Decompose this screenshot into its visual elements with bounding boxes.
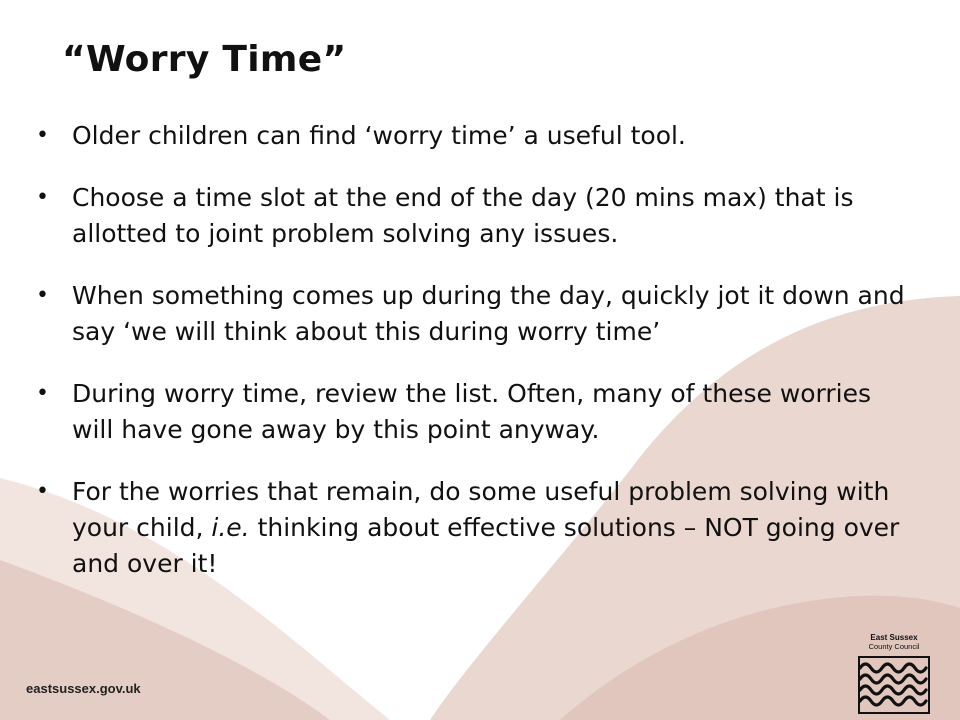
council-name-line1: East Sussex (870, 633, 918, 642)
bullet-dot: • (36, 283, 49, 308)
bullet-item (28, 278, 908, 350)
bullet-text-end: thinking about effective solutions – NOT going over and over it! (72, 513, 900, 578)
council-name-line2: County Council (868, 642, 920, 651)
slide-title: “Worry Time” (62, 39, 347, 80)
bullet-text: Choose a time slot at the end of the day (20 mins max) that is allotted to joint problem solving any issues. (72, 183, 854, 248)
bullet-text: Older children can find ‘worry time’ a useful tool. (72, 121, 686, 150)
bullet-item (28, 376, 908, 448)
waves-logo-icon (856, 654, 932, 716)
bullet-dot: • (36, 381, 49, 406)
bullet-list (28, 118, 908, 608)
bullet-text-start: For the worries that remain, do some useful problem solving with your child, (72, 477, 890, 542)
bullet-text: When something comes up during the day, quickly jot it down and say ‘we will think about this during worry time’ (72, 281, 905, 346)
footer-website: eastsussex.gov.uk (26, 681, 141, 696)
council-logo (856, 633, 932, 716)
bullet-dot: • (36, 479, 49, 504)
council-name (856, 633, 932, 651)
bullet-dot: • (36, 185, 49, 210)
bullet-dot: • (36, 123, 49, 148)
bullet-item (28, 180, 908, 252)
bullet-text-emphasis: i.e. (211, 513, 250, 542)
bullet-text: During worry time, review the list. Often, many of these worries will have gone away by this point anyway. (72, 379, 872, 444)
bullet-item (28, 118, 908, 154)
bullet-item (28, 474, 908, 582)
